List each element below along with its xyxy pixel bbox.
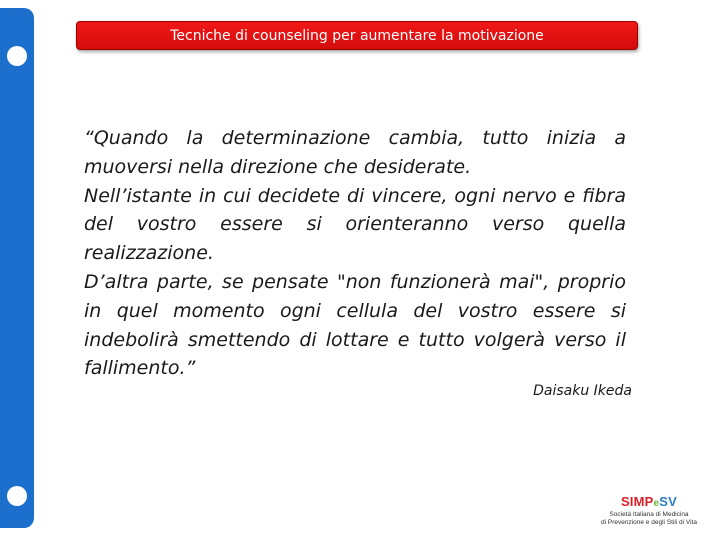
- logo-part-simp: SIMP: [620, 494, 654, 509]
- side-dot-bottom: [7, 486, 27, 506]
- logo-part-sv: SV: [659, 494, 678, 509]
- quote-line-3: D’altra parte, se pensate "non funzionerà mai", proprio in quel momento ogni cellula del vostro essere si indebolirà smettendo di lottare e tutto volgerà verso il fallimento.”: [84, 270, 626, 380]
- slide-title: Tecniche di counseling per aumentare la motivazione: [76, 21, 638, 50]
- quote-block: [84, 124, 626, 383]
- logo-subtitle-1: Società Italiana di Medicina: [609, 511, 689, 518]
- side-bar: [0, 8, 34, 528]
- quote-line-2: Nell’istante in cui decidete di vincere, ogni nervo e fibra del vostro essere si orienteranno verso quella realizzazione.: [84, 184, 626, 265]
- quote-author: Daisaku Ikeda: [533, 383, 632, 399]
- side-dot-top: [7, 46, 27, 66]
- simpesv-logo: [590, 494, 708, 528]
- logo-part-e: e: [653, 498, 660, 509]
- logo-wordmark: [590, 494, 708, 511]
- quote-line-1: “Quando la determinazione cambia, tutto inizia a muoversi nella direzione che desiderate.: [84, 127, 626, 178]
- logo-subtitle-2: di Prevenzione e degli Stili di Vita: [601, 519, 697, 526]
